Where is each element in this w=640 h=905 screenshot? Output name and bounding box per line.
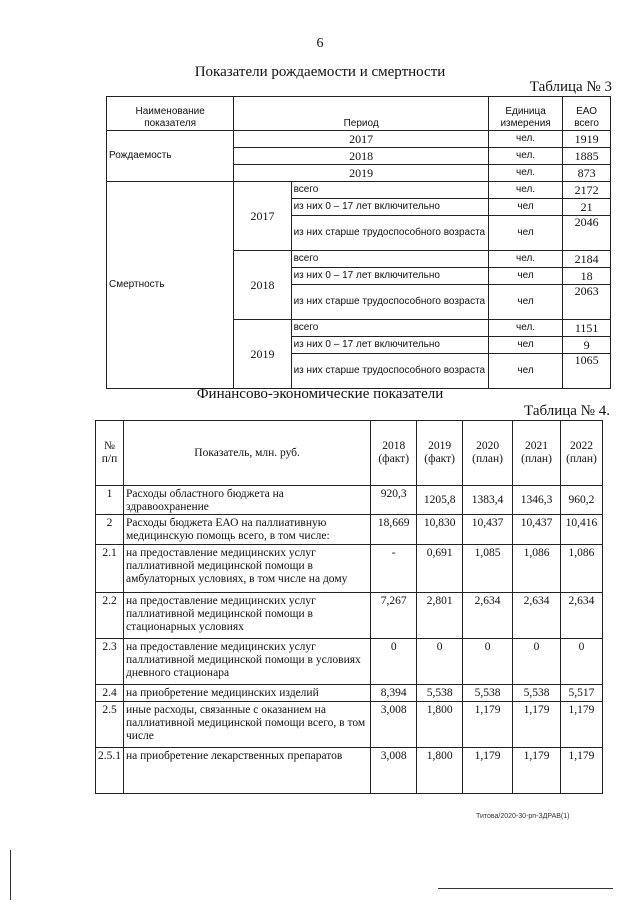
births-deaths-table [106,96,611,389]
row-num: 2.1 [96,545,124,593]
value-cell: 2046 [563,216,611,251]
period-cell: 2018 [234,148,489,165]
unit-cell: чел [488,337,562,354]
value-cell: 2184 [563,251,611,268]
year-cell: 2017 [234,182,291,251]
header-num: № п/п [96,421,124,486]
value-cell: 1919 [563,131,611,148]
value-cell: 1151 [563,320,611,337]
value-cell: 9 [563,337,611,354]
row-value: 1,086 [560,545,602,593]
period-cell: 2017 [234,131,489,148]
row-value: - [371,545,417,593]
sub-cell: из них 0 – 17 лет включительно [291,199,488,216]
row-value: 5,538 [417,685,463,702]
sub-cell: всего [291,320,488,337]
row-indicator: на предоставление медицинских услуг паллиативной медицинской помощи в условиях дневного стационара [124,639,371,685]
unit-cell: чел [488,354,562,389]
row-value: 8,394 [371,685,417,702]
table3-title: Показатели рождаемости и смертности [194,64,446,80]
row-indicator: Расходы областного бюджета на здравоохранение [124,486,371,515]
table4-label: Таблица № 4. [524,403,610,419]
row-num: 2.5.1 [96,748,124,794]
row-value: 0 [417,639,463,685]
row-value: 1346,3 [513,486,561,515]
row-value: 7,267 [371,593,417,639]
period-cell: 2019 [234,165,489,182]
row-value: 920,3 [371,486,417,515]
row-value: 2,634 [463,593,513,639]
row-num: 2.5 [96,702,124,748]
row-value: 5,538 [513,685,561,702]
table3-label: Таблица № 3 [529,79,612,95]
unit-cell: чел. [488,131,562,148]
year-cell: 2019 [234,320,291,389]
row-value: 1,800 [417,702,463,748]
sub-cell: из них старше трудоспособного возраста [291,285,488,320]
unit-cell: чел. [488,165,562,182]
header-year: 2022 (план) [560,421,602,486]
header-year: 2020 (план) [463,421,513,486]
value-cell: 2172 [563,182,611,199]
unit-cell: чел [488,285,562,320]
finance-table [95,420,603,794]
births-label: Рождаемость [107,131,234,182]
header-period: Период [234,97,489,131]
row-indicator: на предоставление медицинских услуг паллиативной медицинской помощи в амбулаторных условиях, в том числе на дому [124,545,371,593]
row-indicator: Расходы бюджета ЕАО на паллиативную медицинскую помощь всего, в том числе: [124,515,371,545]
row-indicator: иные расходы, связанные с оказанием на паллиативной медицинской помощи всего, в том числе [124,702,371,748]
row-value: 1,179 [463,702,513,748]
sub-cell: всего [291,251,488,268]
row-value: 1,179 [463,748,513,794]
unit-cell: чел [488,199,562,216]
unit-cell: чел [488,268,562,285]
unit-cell: чел. [488,251,562,268]
header-name: Наименование показателя [107,97,234,131]
unit-cell: чел. [488,182,562,199]
row-num: 2.3 [96,639,124,685]
row-value: 1205,8 [417,486,463,515]
row-value: 0 [513,639,561,685]
row-value: 0 [560,639,602,685]
year-cell: 2018 [234,251,291,320]
row-value: 3,008 [371,748,417,794]
row-value: 10,416 [560,515,602,545]
header-unit: Единица измерения [488,97,562,131]
row-num: 1 [96,486,124,515]
row-num: 2 [96,515,124,545]
header-indicator: Показатель, млн. руб. [124,421,371,486]
value-cell: 18 [563,268,611,285]
header-year: 2018 (факт) [371,421,417,486]
unit-cell: чел. [488,148,562,165]
document-footer: Титова/2020-30-рп-ЗДРАВ(1) [476,813,570,820]
row-value: 1,086 [513,545,561,593]
sub-cell: из них 0 – 17 лет включительно [291,268,488,285]
table4-title: Финансово-экономические показатели [196,386,444,402]
row-value: 1,085 [463,545,513,593]
row-value: 2,634 [560,593,602,639]
row-num: 2.4 [96,685,124,702]
row-value: 5,517 [560,685,602,702]
row-value: 10,437 [513,515,561,545]
value-cell: 873 [563,165,611,182]
row-indicator: на приобретение лекарственных препаратов [124,748,371,794]
value-cell: 2063 [563,285,611,320]
value-cell: 21 [563,199,611,216]
margin-mark [10,850,11,900]
sub-cell: всего [291,182,488,199]
unit-cell: чел [488,216,562,251]
row-value: 1,179 [513,702,561,748]
deaths-label: Смертность [107,182,234,389]
sub-cell: из них 0 – 17 лет включительно [291,337,488,354]
page-number: 6 [316,36,324,51]
row-value: 0,691 [417,545,463,593]
row-value: 1,800 [417,748,463,794]
row-value: 1,179 [560,702,602,748]
row-value: 2,801 [417,593,463,639]
row-value: 960,2 [560,486,602,515]
row-value: 10,830 [417,515,463,545]
header-year: 2021 (план) [513,421,561,486]
row-indicator: на предоставление медицинских услуг паллиативной медицинской помощи в стационарных условиях [124,593,371,639]
row-num: 2.2 [96,593,124,639]
header-year: 2019 (факт) [417,421,463,486]
bottom-rule [438,888,613,889]
unit-cell: чел. [488,320,562,337]
row-value: 0 [371,639,417,685]
row-value: 3,008 [371,702,417,748]
row-value: 5,538 [463,685,513,702]
sub-cell: из них старше трудоспособного возраста [291,216,488,251]
sub-cell: из них старше трудоспособного возраста [291,354,488,389]
value-cell: 1885 [563,148,611,165]
row-value: 18,669 [371,515,417,545]
row-value: 1,179 [560,748,602,794]
row-value: 0 [463,639,513,685]
row-value: 1383,4 [463,486,513,515]
row-indicator: на приобретение медицинских изделий [124,685,371,702]
row-value: 10,437 [463,515,513,545]
value-cell: 1065 [563,354,611,389]
row-value: 1,179 [513,748,561,794]
row-value: 2,634 [513,593,561,639]
header-value: ЕАО всего [563,97,611,131]
